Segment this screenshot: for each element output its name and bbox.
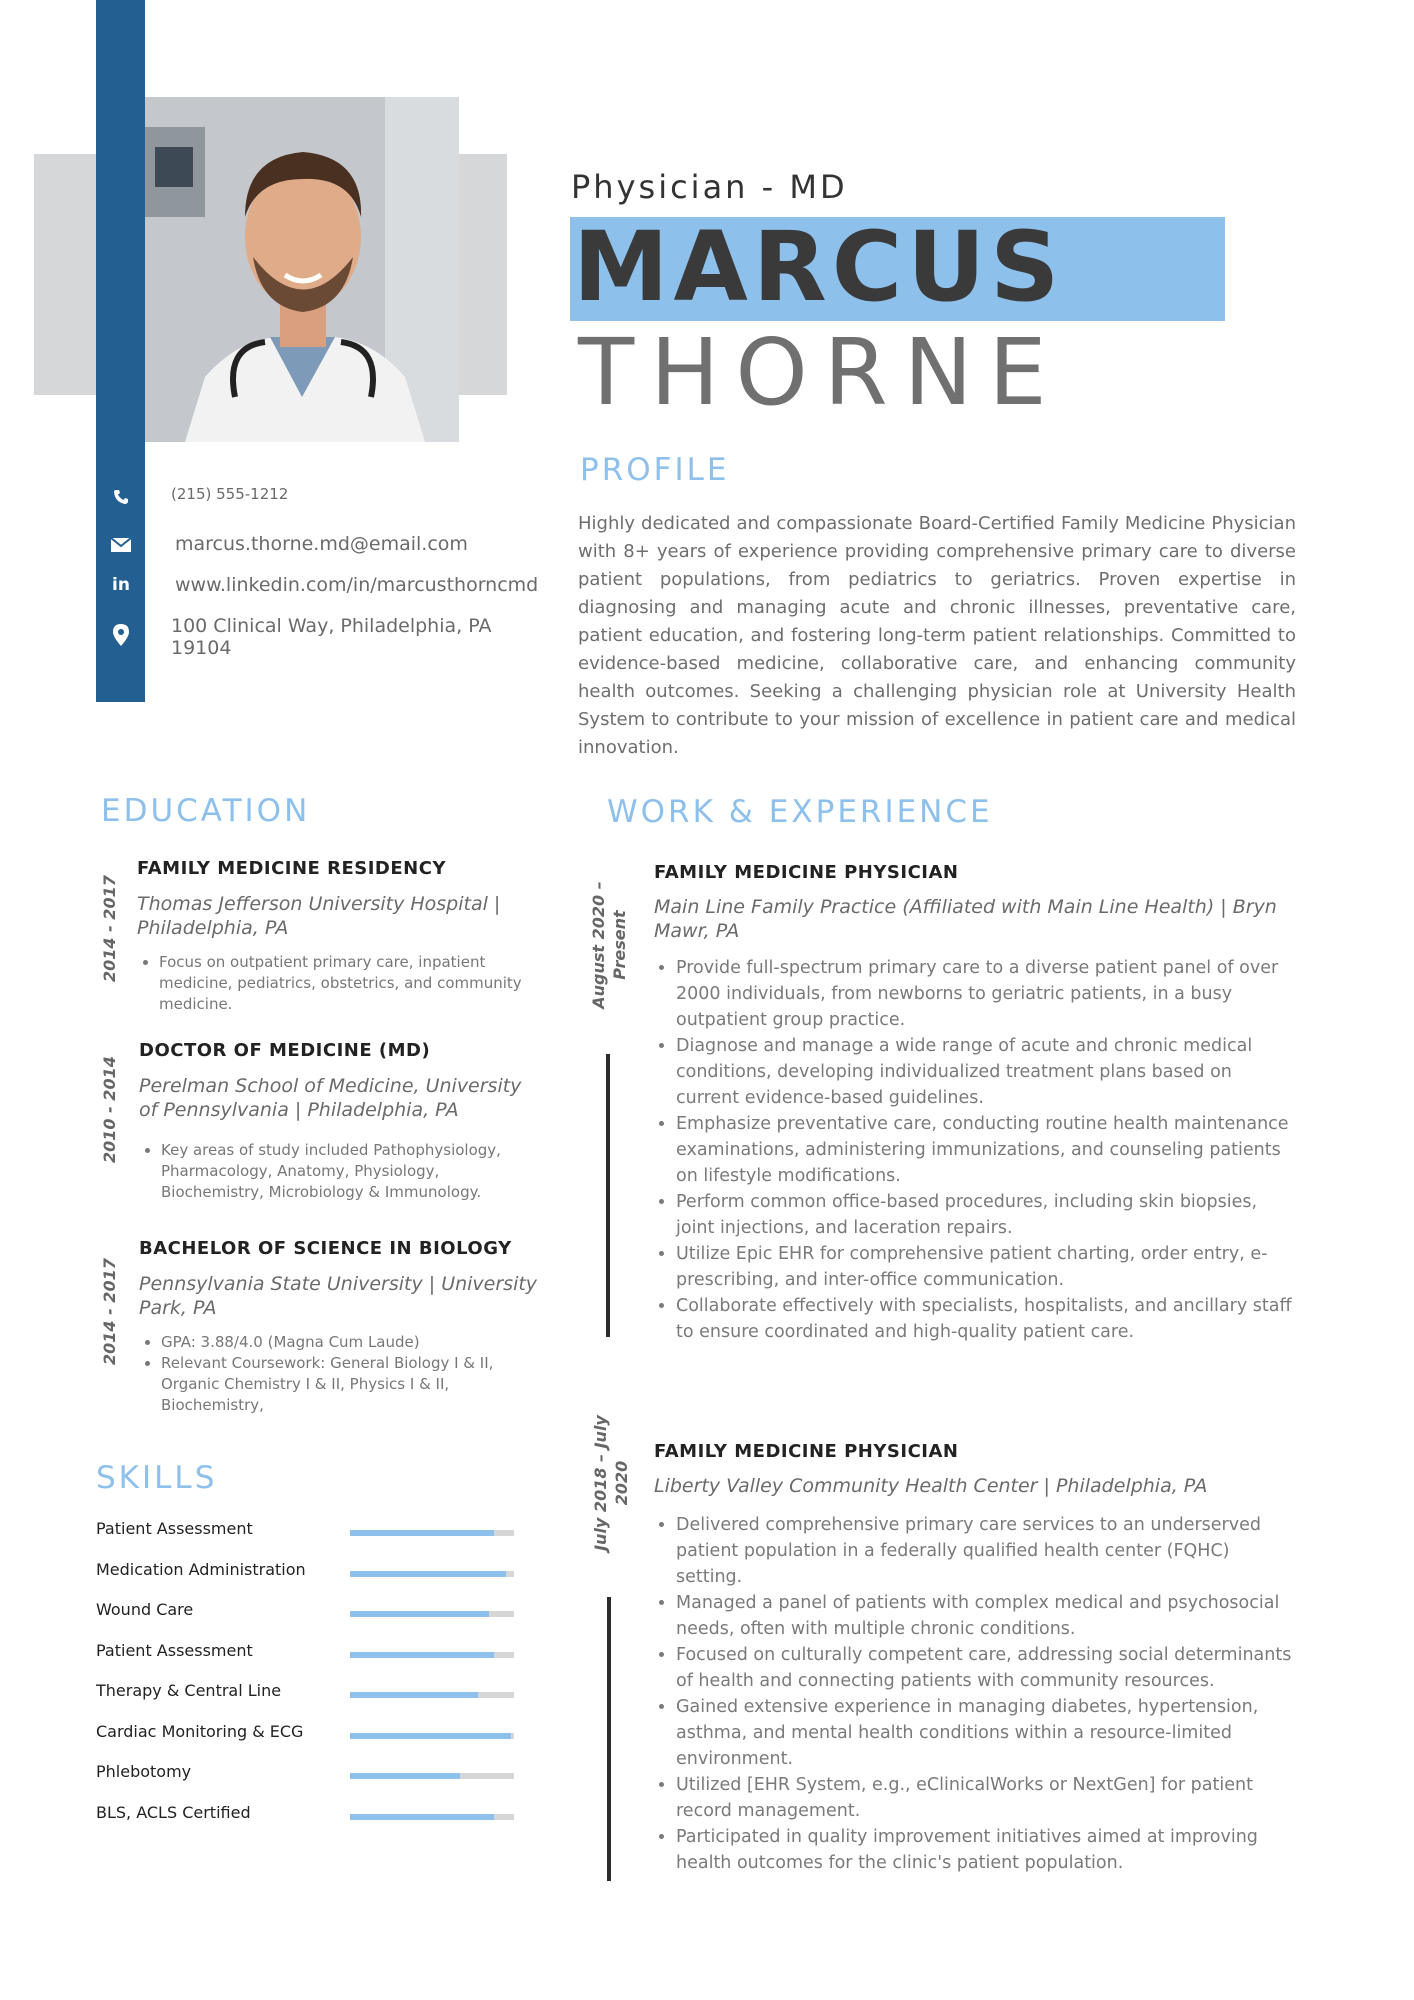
skill-row [96,1641,516,1681]
skill-bar-fill [350,1692,478,1698]
work-bullet: • Diagnose and manage a wide range of acute and chronic medical conditions, developing individualized treatment plans based on current evidence-based guidelines. [676,1033,1294,1111]
education-institution: Pennsylvania State University | University Park, PA [139,1273,538,1319]
work-heading: WORK & EXPERIENCE [607,794,993,830]
profile-photo [145,97,459,442]
skill-bar-track [350,1773,514,1779]
education-degree: DOCTOR OF MEDICINE (MD) [139,1040,431,1061]
skill-label: Patient Assessment [96,1640,253,1660]
education-institution: Perelman School of Medicine, University of Pennsylvania | Philadelphia, PA [139,1075,522,1121]
work-bullet: • Focused on culturally competent care, addressing social determinants of health and connecting patients with community resources. [676,1642,1294,1694]
skill-bar-track [350,1733,514,1739]
skill-row [96,1681,516,1721]
education-entry [137,858,537,1015]
work-role: FAMILY MEDICINE PHYSICIAN [654,862,959,883]
education-bullet: • Key areas of study included Pathophysiology, Pharmacology, Anatomy, Physiology, Biochemistry, Microbiology & Immunology. [161,1140,539,1203]
education-bullet: • Relevant Coursework: General Biology I & II, Organic Chemistry I & II, Physics I & II, Biochemistry, [161,1353,539,1416]
email-icon [104,533,138,557]
work-bullet: • Participated in quality improvement initiatives aimed at improving health outcomes for the clinic's patient population. [676,1824,1294,1876]
skill-bar-fill [350,1814,494,1820]
work-bullet: • Provide full-spectrum primary care to a diverse patient panel of over 2000 individuals, from newborns to geriatric patients, in a busy outpatient group practice. [676,955,1294,1033]
skill-label: Therapy & Central Line [96,1681,282,1700]
skill-bar-track [350,1692,514,1698]
profile-summary: Highly dedicated and compassionate Board-Certified Family Medicine Physician with 8+ years of experience providing comprehensive primary care to diverse patient populations, from pediatrics to geriatrics. Proven expertise in diagnosing and managing acute and chronic illnesses, preventative care, patient education, and fostering long-term patient relationships. Committed to evidence-based medicine, collaborative care, and enhancing community health outcomes. Seeking a challenging physician role at University Health System to contribute to your mission of excellence in patient care and medical innovation. [578,513,1296,758]
work-organization: Liberty Valley Community Health Center | Philadelphia, PA [654,1475,1208,1497]
education-heading: EDUCATION [101,793,311,829]
skill-bar-fill [350,1733,511,1739]
education-dates: 2010 - 2014 [100,1056,119,1163]
timeline-line [606,1054,610,1337]
skill-bar-track [350,1571,514,1577]
education-dates: 2014 - 2017 [100,1258,119,1365]
timeline-line [607,1597,611,1881]
skill-row [96,1762,516,1802]
work-bullet: • Utilize Epic EHR for comprehensive patient charting, order entry, e-prescribing, and inter-office communication. [676,1241,1294,1293]
work-organization: Main Line Family Practice (Affiliated with Main Line Health) | Bryn Mawr, PA [654,896,1277,942]
address-line2: 19104 [171,637,232,659]
skill-bar-track [350,1652,514,1658]
work-entry [654,862,1294,1345]
skill-bar-track [350,1530,514,1536]
job-role: Physician - MD [571,168,848,206]
education-bullet: • GPA: 3.88/4.0 (Magna Cum Laude) [161,1332,539,1353]
skill-bar-fill [350,1530,494,1536]
skill-row [96,1519,516,1559]
skill-label: Phlebotomy [96,1762,192,1781]
work-bullet: • Emphasize preventative care, conducting routine health maintenance examinations, administering immunizations, and counseling patients on lifestyle modifications. [676,1111,1294,1189]
education-degree: BACHELOR OF SCIENCE IN BIOLOGY [139,1238,512,1259]
skill-bar-fill [350,1611,489,1617]
first-name: MARCUS [573,211,1065,323]
skill-label: BLS, ACLS Certified [96,1802,251,1822]
work-dates: July 2018 – July 2020 [591,1415,631,1551]
education-institution: Thomas Jefferson University Hospital | Philadelphia, PA [137,893,501,939]
skill-bar-fill [350,1652,494,1658]
education-entry [139,1040,539,1203]
skill-bar-track [350,1611,514,1617]
work-bullet: • Gained extensive experience in managing diabetes, hypertension, asthma, and mental health conditions within a resource-limited environment. [676,1694,1294,1772]
skill-label: Wound Care [96,1600,194,1619]
work-bullet: • Delivered comprehensive primary care services to an underserved patient population in a federally qualified health center (FQHC) setting. [676,1512,1294,1590]
skill-label: Patient Assessment [96,1519,253,1538]
education-entry [139,1238,539,1416]
education-bullet: • Focus on outpatient primary care, inpatient medicine, pediatrics, obstetrics, and community medicine. [159,952,537,1015]
skill-row [96,1722,516,1762]
work-bullet: • Managed a panel of patients with complex medical and psychosocial needs, often with multiple chronic conditions. [676,1590,1294,1642]
work-entry [654,1441,1294,1876]
skill-label: Medication Administration [96,1559,306,1579]
work-role: FAMILY MEDICINE PHYSICIAN [654,1441,959,1462]
email-address[interactable]: marcus.thorne.md@email.com [175,533,468,555]
skill-bar-fill [350,1773,460,1779]
location-pin-icon [104,623,138,647]
skill-row [96,1600,516,1640]
work-bullet: • Perform common office-based procedures, including skin biopsies, joint injections, and laceration repairs. [676,1189,1294,1241]
linkedin-url[interactable]: www.linkedin.com/in/marcusthorncmd [175,574,539,596]
skill-bar-fill [350,1571,506,1577]
phone-icon [104,485,138,509]
skill-label: Cardiac Monitoring & ECG [96,1721,304,1741]
profile-heading: PROFILE [580,452,730,488]
linkedin-icon: in [112,575,130,595]
education-degree: FAMILY MEDICINE RESIDENCY [137,858,446,879]
skill-row [96,1560,516,1600]
skill-row [96,1803,516,1843]
work-bullet: • Collaborate effectively with specialists, hospitalists, and ancillary staff to ensure coordinated and high-quality patient care. [676,1293,1294,1345]
address-line1: 100 Clinical Way, Philadelphia, PA [171,615,492,637]
work-dates: August 2020 – Present [589,881,629,1009]
education-dates: 2014 - 2017 [100,875,119,982]
address [171,615,491,659]
last-name: THORNE [578,319,1063,426]
work-bullet: • Utilized [EHR System, e.g., eClinicalWorks or NextGen] for patient record management. [676,1772,1294,1824]
skill-bar-track [350,1814,514,1820]
phone-number[interactable]: (215) 555-1212 [171,485,289,503]
skills-heading: SKILLS [96,1460,218,1496]
